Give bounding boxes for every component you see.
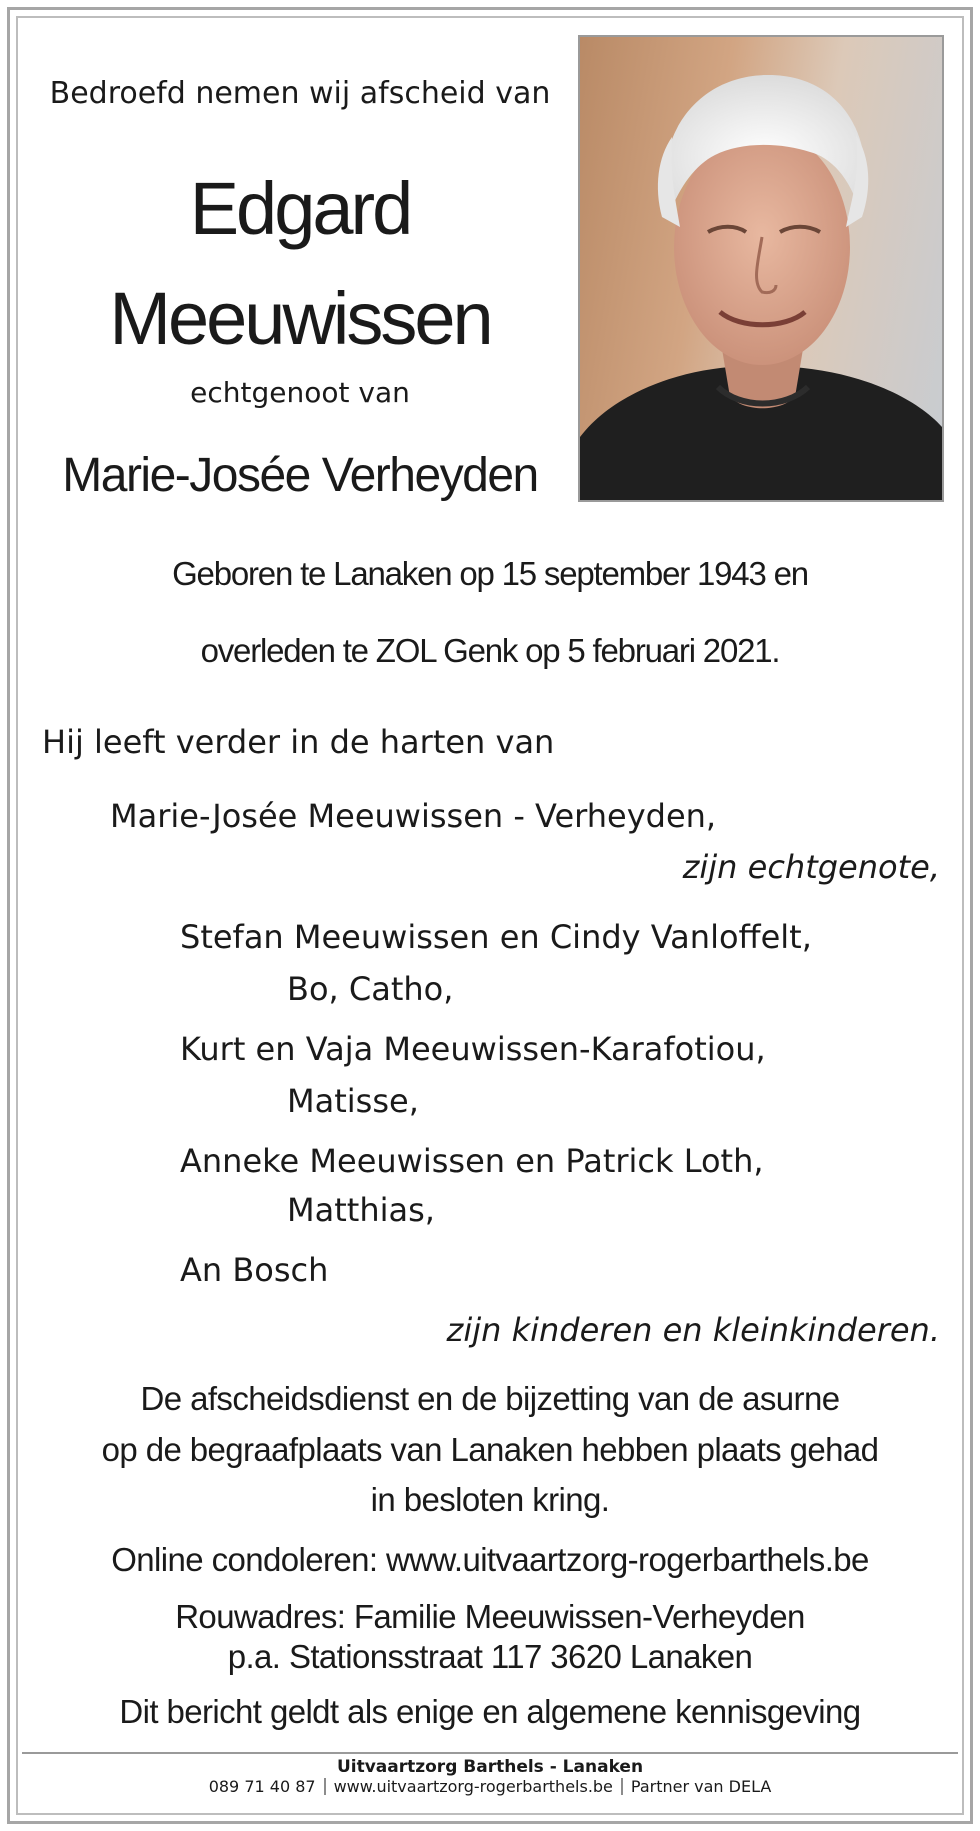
children-role: zijn kinderen en kleinkinderen. — [446, 1311, 940, 1349]
death-line: overleden te ZOL Genk op 5 februari 2021. — [200, 632, 780, 669]
footer-divider — [22, 1752, 958, 1754]
child-name: Stefan Meeuwissen en Cindy Vanloffelt, — [180, 918, 812, 956]
footer-separator — [621, 1778, 623, 1795]
lives-on-intro: Hij leeft verder in de harten van — [42, 723, 555, 761]
spouse-intro: echtgenoot van — [190, 376, 410, 409]
footer-partner: Partner van DELA — [630, 1777, 772, 1796]
footer-website[interactable]: www.uitvaartzorg-rogerbarthels.be — [333, 1777, 613, 1796]
footer-phone: 089 71 40 87 — [208, 1777, 316, 1796]
widow-name: Marie-Josée Meeuwissen - Verheyden, — [110, 797, 717, 835]
service-line: in besloten kring. — [370, 1481, 610, 1518]
footer-contact — [0, 1777, 980, 1796]
grandchildren-names: Bo, Catho, — [287, 970, 454, 1008]
service-line: De afscheidsdienst en de bijzetting van de asurne — [140, 1380, 840, 1417]
birth-line: Geboren te Lanaken op 15 september 1943 en — [172, 555, 808, 592]
grandchildren-names: Matisse, — [287, 1082, 419, 1120]
mourning-address: Rouwadres: Familie Meeuwissen-Verheyden — [175, 1598, 805, 1635]
child-name: Anneke Meeuwissen en Patrick Loth, — [180, 1142, 764, 1180]
mourning-address-street: p.a. Stationsstraat 117 3620 Lanaken — [227, 1638, 753, 1675]
deceased-first-name: Edgard — [189, 167, 411, 250]
footer-separator — [324, 1778, 326, 1795]
portrait-photo — [578, 35, 944, 502]
notice-text: Dit bericht geldt als enige en algemene kennisgeving — [119, 1693, 861, 1730]
online-condolence: Online condoleren: www.uitvaartzorg-rogerbarthels.be — [111, 1541, 869, 1578]
service-line: op de begraafplaats van Lanaken hebben plaats gehad — [101, 1431, 879, 1468]
widow-role: zijn echtgenote, — [682, 848, 940, 886]
portrait-illustration — [580, 37, 942, 500]
funeral-home-name: Uitvaartzorg Barthels - Lanaken — [336, 1757, 644, 1777]
intro-text: Bedroefd nemen wij afscheid van — [49, 76, 551, 111]
spouse-name: Marie-Josée Verheyden — [62, 449, 538, 502]
child-name: An Bosch — [180, 1251, 329, 1289]
grandchildren-names: Matthias, — [287, 1191, 435, 1229]
child-name: Kurt en Vaja Meeuwissen-Karafotiou, — [180, 1030, 766, 1068]
deceased-last-name: Meeuwissen — [109, 277, 491, 360]
